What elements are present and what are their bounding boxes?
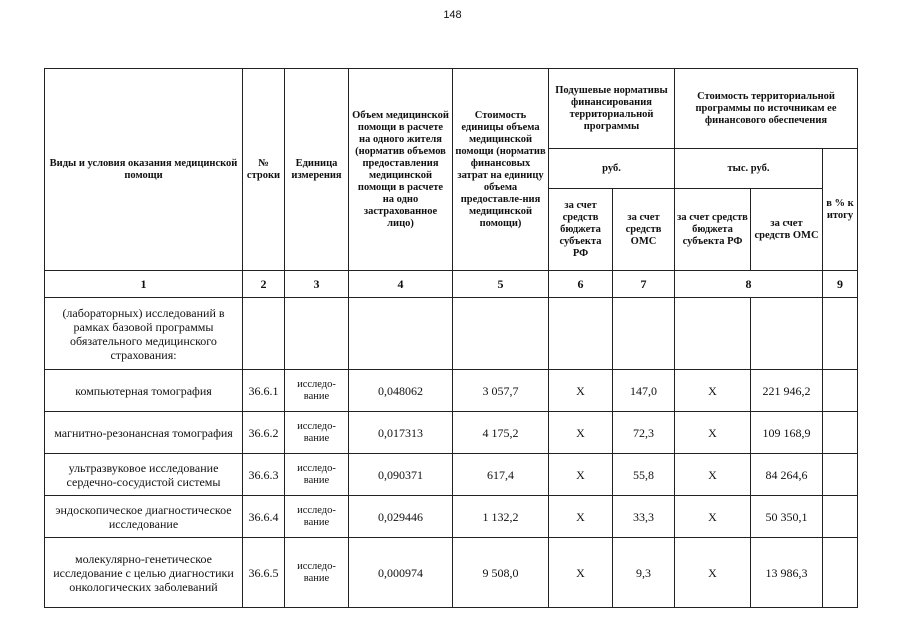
column-number: 9 — [823, 271, 858, 298]
page-number: 148 — [443, 9, 462, 21]
table-row — [45, 538, 858, 608]
intro-text: (лабораторных) исследований в рамках базовой программы обязательного медицинского страхования: — [45, 298, 243, 370]
column-number: 6 — [549, 271, 613, 298]
row-budget: X — [549, 412, 613, 454]
row-unit: исследо-вание — [285, 454, 349, 496]
header-unit-cost: Стоимость единицы объема медицинской помощи (норматив финансовых затрат на единицу объема предоставле-ния медицинской помощи) — [453, 69, 549, 271]
row-budget-total: X — [675, 454, 751, 496]
row-budget-total: X — [675, 412, 751, 454]
column-number: 8 — [675, 271, 823, 298]
row-budget-total: X — [675, 370, 751, 412]
row-unit: исследо-вание — [285, 370, 349, 412]
header-budget-rf-total: за счет средств бюджета субъекта РФ — [675, 189, 751, 271]
header-unit: Единица измерения — [285, 69, 349, 271]
row-cost: 9 508,0 — [453, 538, 549, 608]
header-kinds: Виды и условия оказания медицинской помощи — [45, 69, 243, 271]
row-percent — [823, 538, 858, 608]
row-line: 36.6.1 — [243, 370, 285, 412]
row-budget-total: X — [675, 538, 751, 608]
row-name: эндоскопическое диагностическое исследование — [45, 496, 243, 538]
row-percent — [823, 454, 858, 496]
column-number: 4 — [349, 271, 453, 298]
row-oms: 147,0 — [613, 370, 675, 412]
table-row — [45, 412, 858, 454]
table-row — [45, 496, 858, 538]
row-percent — [823, 370, 858, 412]
row-volume: 0,000974 — [349, 538, 453, 608]
column-number: 3 — [285, 271, 349, 298]
row-volume: 0,029446 — [349, 496, 453, 538]
header-per-capita: Подушевые нормативы финансирования территориальной программы — [549, 69, 675, 149]
header-oms-total: за счет средств ОМС — [751, 189, 823, 271]
table-row — [45, 370, 858, 412]
row-budget: X — [549, 538, 613, 608]
row-line: 36.6.4 — [243, 496, 285, 538]
header-percent: в % к итогу — [823, 149, 858, 271]
row-budget: X — [549, 496, 613, 538]
row-volume: 0,090371 — [349, 454, 453, 496]
column-number: 7 — [613, 271, 675, 298]
row-oms-total: 84 264,6 — [751, 454, 823, 496]
row-unit: исследо-вание — [285, 538, 349, 608]
header-rub: руб. — [549, 149, 675, 189]
row-budget: X — [549, 454, 613, 496]
row-oms: 33,3 — [613, 496, 675, 538]
table-row — [45, 454, 858, 496]
row-oms: 55,8 — [613, 454, 675, 496]
row-line: 36.6.3 — [243, 454, 285, 496]
header-budget-rf: за счет средств бюджета субъекта РФ — [549, 189, 613, 271]
row-cost: 1 132,2 — [453, 496, 549, 538]
column-number: 5 — [453, 271, 549, 298]
row-budget-total: X — [675, 496, 751, 538]
header-program-cost: Стоимость территориальной программы по источникам ее финансового обеспечения — [675, 69, 858, 149]
row-cost: 617,4 — [453, 454, 549, 496]
row-percent — [823, 496, 858, 538]
financing-table — [44, 68, 858, 608]
column-number: 2 — [243, 271, 285, 298]
row-name: ультразвуковое исследование сердечно-сосудистой системы — [45, 454, 243, 496]
header-thousand-rub: тыс. руб. — [675, 149, 823, 189]
row-name: магнитно-резонансная томография — [45, 412, 243, 454]
header-oms: за счет средств ОМС — [613, 189, 675, 271]
row-oms: 72,3 — [613, 412, 675, 454]
header-volume: Объем медицинской помощи в расчете на одного жителя (норматив объемов предоставления медицинской помощи в расчете на одно застрахованное лицо) — [349, 69, 453, 271]
column-number: 1 — [45, 271, 243, 298]
row-cost: 4 175,2 — [453, 412, 549, 454]
row-name: молекулярно-генетическое исследование с целью диагностики онкологических заболеваний — [45, 538, 243, 608]
row-oms-total: 221 946,2 — [751, 370, 823, 412]
row-oms: 9,3 — [613, 538, 675, 608]
row-unit: исследо-вание — [285, 412, 349, 454]
row-budget: X — [549, 370, 613, 412]
row-volume: 0,048062 — [349, 370, 453, 412]
row-oms-total: 13 986,3 — [751, 538, 823, 608]
row-line: 36.6.2 — [243, 412, 285, 454]
row-oms-total: 50 350,1 — [751, 496, 823, 538]
header-line-number: № строки — [243, 69, 285, 271]
row-percent — [823, 412, 858, 454]
row-line: 36.6.5 — [243, 538, 285, 608]
row-unit: исследо-вание — [285, 496, 349, 538]
row-name: компьютерная томография — [45, 370, 243, 412]
row-oms-total: 109 168,9 — [751, 412, 823, 454]
row-volume: 0,017313 — [349, 412, 453, 454]
row-cost: 3 057,7 — [453, 370, 549, 412]
